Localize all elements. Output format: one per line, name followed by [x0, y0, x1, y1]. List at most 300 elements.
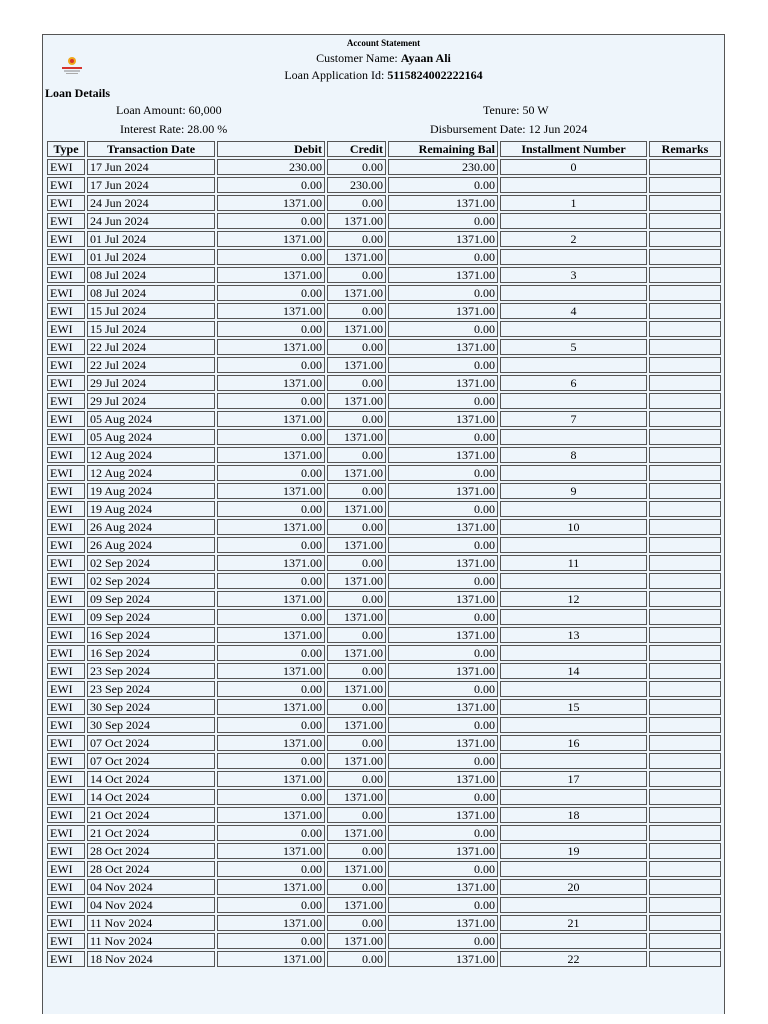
cell-type: EWI: [47, 429, 85, 445]
cell-credit: 1371.00: [327, 213, 386, 229]
cell-date: 07 Oct 2024: [87, 735, 215, 751]
cell-debit: 0.00: [217, 537, 325, 553]
table-row: [47, 843, 721, 859]
cell-type: EWI: [47, 807, 85, 823]
cell-installment-number: [500, 609, 647, 625]
cell-date: 17 Jun 2024: [87, 177, 215, 193]
disbursement-date: Disbursement Date: 12 Jun 2024: [430, 122, 588, 136]
cell-remarks: [649, 285, 721, 301]
cell-debit: 1371.00: [217, 195, 325, 211]
cell-debit: 1371.00: [217, 339, 325, 355]
cell-credit: 1371.00: [327, 897, 386, 913]
cell-credit: 0.00: [327, 591, 386, 607]
cell-date: 15 Jul 2024: [87, 303, 215, 319]
cell-debit: 230.00: [217, 159, 325, 175]
application-line: [43, 68, 724, 83]
cell-installment-number: [500, 321, 647, 337]
cell-debit: 0.00: [217, 861, 325, 877]
cell-remaining-balance: 0.00: [388, 321, 498, 337]
cell-type: EWI: [47, 573, 85, 589]
cell-credit: 230.00: [327, 177, 386, 193]
cell-credit: 0.00: [327, 447, 386, 463]
cell-installment-number: 1: [500, 195, 647, 211]
table-row: [47, 789, 721, 805]
table-row: [47, 519, 721, 535]
cell-debit: 0.00: [217, 429, 325, 445]
cell-date: 09 Sep 2024: [87, 591, 215, 607]
cell-type: EWI: [47, 465, 85, 481]
cell-remaining-balance: 0.00: [388, 501, 498, 517]
table-row: [47, 951, 721, 967]
cell-remarks: [649, 681, 721, 697]
cell-installment-number: 11: [500, 555, 647, 571]
transactions-table: [45, 139, 723, 969]
cell-type: EWI: [47, 519, 85, 535]
table-row: [47, 501, 721, 517]
cell-type: EWI: [47, 861, 85, 877]
cell-remaining-balance: 1371.00: [388, 447, 498, 463]
table-row: [47, 321, 721, 337]
cell-remaining-balance: 0.00: [388, 213, 498, 229]
cell-remaining-balance: 1371.00: [388, 231, 498, 247]
cell-remarks: [649, 375, 721, 391]
cell-remaining-balance: 1371.00: [388, 519, 498, 535]
cell-type: EWI: [47, 915, 85, 931]
cell-debit: 1371.00: [217, 411, 325, 427]
cell-debit: 1371.00: [217, 267, 325, 283]
cell-debit: 0.00: [217, 789, 325, 805]
table-row: [47, 933, 721, 949]
cell-date: 14 Oct 2024: [87, 789, 215, 805]
cell-installment-number: [500, 717, 647, 733]
cell-debit: 0.00: [217, 573, 325, 589]
cell-installment-number: [500, 213, 647, 229]
cell-type: EWI: [47, 159, 85, 175]
cell-date: 22 Jul 2024: [87, 339, 215, 355]
cell-remaining-balance: 1371.00: [388, 699, 498, 715]
cell-credit: 0.00: [327, 879, 386, 895]
cell-date: 16 Sep 2024: [87, 645, 215, 661]
cell-credit: 1371.00: [327, 429, 386, 445]
cell-type: EWI: [47, 303, 85, 319]
table-row: [47, 537, 721, 553]
cell-date: 04 Nov 2024: [87, 879, 215, 895]
cell-remaining-balance: 0.00: [388, 717, 498, 733]
loan-details-heading: Loan Details: [45, 86, 111, 100]
cell-installment-number: 0: [500, 159, 647, 175]
table-row: [47, 231, 721, 247]
cell-date: 30 Sep 2024: [87, 717, 215, 733]
cell-remarks: [649, 159, 721, 175]
cell-date: 21 Oct 2024: [87, 807, 215, 823]
cell-installment-number: 2: [500, 231, 647, 247]
cell-debit: 0.00: [217, 501, 325, 517]
table-row: [47, 735, 721, 751]
table-row: [47, 915, 721, 931]
cell-type: EWI: [47, 717, 85, 733]
cell-debit: 1371.00: [217, 483, 325, 499]
cell-credit: 0.00: [327, 627, 386, 643]
loan-amount: Loan Amount: 60,000: [116, 103, 222, 117]
cell-debit: 1371.00: [217, 375, 325, 391]
table-row: [47, 807, 721, 823]
cell-date: 28 Oct 2024: [87, 861, 215, 877]
cell-debit: 0.00: [217, 465, 325, 481]
cell-date: 02 Sep 2024: [87, 573, 215, 589]
cell-date: 21 Oct 2024: [87, 825, 215, 841]
cell-installment-number: 16: [500, 735, 647, 751]
cell-remaining-balance: 0.00: [388, 897, 498, 913]
table-row: [47, 681, 721, 697]
cell-remarks: [649, 735, 721, 751]
cell-credit: 0.00: [327, 555, 386, 571]
cell-installment-number: [500, 285, 647, 301]
cell-remarks: [649, 537, 721, 553]
cell-credit: 0.00: [327, 807, 386, 823]
table-row: [47, 609, 721, 625]
table-row: [47, 663, 721, 679]
table-row: [47, 303, 721, 319]
table-row: [47, 645, 721, 661]
cell-installment-number: 3: [500, 267, 647, 283]
table-row: [47, 447, 721, 463]
cell-remarks: [649, 861, 721, 877]
table-row: [47, 159, 721, 175]
cell-date: 14 Oct 2024: [87, 771, 215, 787]
cell-installment-number: [500, 357, 647, 373]
cell-type: EWI: [47, 375, 85, 391]
cell-type: EWI: [47, 285, 85, 301]
cell-installment-number: [500, 429, 647, 445]
cell-debit: 1371.00: [217, 519, 325, 535]
cell-installment-number: [500, 645, 647, 661]
cell-type: EWI: [47, 897, 85, 913]
cell-remaining-balance: 1371.00: [388, 951, 498, 967]
cell-date: 15 Jul 2024: [87, 321, 215, 337]
cell-installment-number: 8: [500, 447, 647, 463]
cell-installment-number: [500, 393, 647, 409]
cell-remaining-balance: 1371.00: [388, 555, 498, 571]
cell-type: EWI: [47, 501, 85, 517]
cell-remaining-balance: 0.00: [388, 681, 498, 697]
cell-remarks: [649, 465, 721, 481]
cell-date: 07 Oct 2024: [87, 753, 215, 769]
cell-remarks: [649, 249, 721, 265]
table-row: [47, 195, 721, 211]
cell-debit: 0.00: [217, 285, 325, 301]
cell-remarks: [649, 267, 721, 283]
cell-type: EWI: [47, 951, 85, 967]
table-row: [47, 771, 721, 787]
cell-date: 01 Jul 2024: [87, 231, 215, 247]
cell-date: 11 Nov 2024: [87, 915, 215, 931]
cell-type: EWI: [47, 879, 85, 895]
cell-credit: 1371.00: [327, 681, 386, 697]
cell-credit: 1371.00: [327, 573, 386, 589]
cell-remarks: [649, 591, 721, 607]
cell-credit: 0.00: [327, 915, 386, 931]
cell-remarks: [649, 753, 721, 769]
cell-date: 22 Jul 2024: [87, 357, 215, 373]
table-row: [47, 339, 721, 355]
cell-credit: 1371.00: [327, 501, 386, 517]
cell-type: EWI: [47, 591, 85, 607]
table-row: [47, 753, 721, 769]
cell-installment-number: [500, 933, 647, 949]
cell-debit: 0.00: [217, 681, 325, 697]
cell-remaining-balance: 0.00: [388, 465, 498, 481]
cell-installment-number: 20: [500, 879, 647, 895]
cell-debit: 0.00: [217, 213, 325, 229]
cell-remarks: [649, 645, 721, 661]
cell-date: 02 Sep 2024: [87, 555, 215, 571]
cell-debit: 0.00: [217, 321, 325, 337]
cell-remaining-balance: 0.00: [388, 933, 498, 949]
cell-type: EWI: [47, 609, 85, 625]
cell-credit: 1371.00: [327, 609, 386, 625]
cell-remarks: [649, 951, 721, 967]
cell-date: 04 Nov 2024: [87, 897, 215, 913]
cell-type: EWI: [47, 321, 85, 337]
cell-remarks: [649, 195, 721, 211]
document-title: Account Statement: [346, 38, 421, 48]
cell-remarks: [649, 555, 721, 571]
cell-date: 16 Sep 2024: [87, 627, 215, 643]
cell-debit: 0.00: [217, 609, 325, 625]
cell-credit: 1371.00: [327, 933, 386, 949]
cell-remaining-balance: 1371.00: [388, 843, 498, 859]
cell-remaining-balance: 1371.00: [388, 735, 498, 751]
table-row: [47, 699, 721, 715]
cell-remaining-balance: 0.00: [388, 861, 498, 877]
cell-remarks: [649, 393, 721, 409]
table-row: [47, 879, 721, 895]
cell-type: EWI: [47, 339, 85, 355]
application-label: Loan Application Id:: [284, 68, 385, 82]
cell-credit: 1371.00: [327, 753, 386, 769]
cell-date: 26 Aug 2024: [87, 519, 215, 535]
cell-date: 19 Aug 2024: [87, 483, 215, 499]
cell-remarks: [649, 663, 721, 679]
cell-debit: 0.00: [217, 825, 325, 841]
cell-remaining-balance: 0.00: [388, 609, 498, 625]
cell-remarks: [649, 573, 721, 589]
cell-remaining-balance: 0.00: [388, 285, 498, 301]
cell-remaining-balance: 0.00: [388, 249, 498, 265]
cell-installment-number: 19: [500, 843, 647, 859]
cell-credit: 0.00: [327, 483, 386, 499]
cell-date: 12 Aug 2024: [87, 447, 215, 463]
cell-debit: 1371.00: [217, 735, 325, 751]
cell-remaining-balance: 1371.00: [388, 879, 498, 895]
cell-type: EWI: [47, 249, 85, 265]
cell-remarks: [649, 483, 721, 499]
cell-date: 17 Jun 2024: [87, 159, 215, 175]
cell-installment-number: [500, 501, 647, 517]
table-row: [47, 573, 721, 589]
cell-remarks: [649, 789, 721, 805]
cell-debit: 0.00: [217, 717, 325, 733]
table-body: [47, 159, 721, 967]
cell-date: 23 Sep 2024: [87, 681, 215, 697]
cell-installment-number: [500, 861, 647, 877]
cell-credit: 1371.00: [327, 465, 386, 481]
table-row: [47, 177, 721, 193]
cell-type: EWI: [47, 753, 85, 769]
cell-credit: 1371.00: [327, 393, 386, 409]
cell-installment-number: 4: [500, 303, 647, 319]
cell-credit: 1371.00: [327, 789, 386, 805]
cell-date: 26 Aug 2024: [87, 537, 215, 553]
cell-type: EWI: [47, 393, 85, 409]
cell-type: EWI: [47, 195, 85, 211]
table-row: [47, 483, 721, 499]
table-header-row: [47, 141, 721, 157]
cell-credit: 1371.00: [327, 321, 386, 337]
table-row: [47, 267, 721, 283]
cell-remarks: [649, 771, 721, 787]
table-row: [47, 555, 721, 571]
table-row: [47, 825, 721, 841]
cell-credit: 0.00: [327, 519, 386, 535]
cell-credit: 0.00: [327, 771, 386, 787]
cell-installment-number: [500, 249, 647, 265]
cell-remaining-balance: 1371.00: [388, 807, 498, 823]
cell-installment-number: [500, 177, 647, 193]
cell-installment-number: 5: [500, 339, 647, 355]
cell-type: EWI: [47, 933, 85, 949]
cell-debit: 1371.00: [217, 555, 325, 571]
cell-debit: 1371.00: [217, 807, 325, 823]
cell-credit: 0.00: [327, 195, 386, 211]
cell-debit: 1371.00: [217, 447, 325, 463]
cell-remarks: [649, 447, 721, 463]
cell-credit: 0.00: [327, 699, 386, 715]
cell-type: EWI: [47, 645, 85, 661]
cell-debit: 1371.00: [217, 699, 325, 715]
cell-date: 18 Nov 2024: [87, 951, 215, 967]
cell-credit: 0.00: [327, 375, 386, 391]
cell-debit: 0.00: [217, 897, 325, 913]
cell-installment-number: [500, 465, 647, 481]
cell-date: 01 Jul 2024: [87, 249, 215, 265]
cell-date: 08 Jul 2024: [87, 267, 215, 283]
customer-line: [43, 51, 724, 66]
table-row: [47, 411, 721, 427]
cell-type: EWI: [47, 231, 85, 247]
cell-installment-number: [500, 573, 647, 589]
cell-remaining-balance: 0.00: [388, 537, 498, 553]
cell-type: EWI: [47, 555, 85, 571]
column-header-remarks: Remarks: [649, 141, 721, 157]
cell-remarks: [649, 627, 721, 643]
cell-credit: 0.00: [327, 735, 386, 751]
cell-remarks: [649, 213, 721, 229]
cell-remaining-balance: 1371.00: [388, 915, 498, 931]
customer-label: Customer Name:: [316, 51, 398, 65]
table-row: [47, 627, 721, 643]
cell-installment-number: 6: [500, 375, 647, 391]
cell-installment-number: 12: [500, 591, 647, 607]
cell-remaining-balance: 1371.00: [388, 411, 498, 427]
cell-credit: 0.00: [327, 159, 386, 175]
cell-debit: 0.00: [217, 645, 325, 661]
cell-type: EWI: [47, 357, 85, 373]
table-row: [47, 393, 721, 409]
cell-remarks: [649, 609, 721, 625]
cell-credit: 0.00: [327, 267, 386, 283]
cell-remaining-balance: 0.00: [388, 573, 498, 589]
application-id: 5115824002222164: [387, 68, 483, 82]
cell-date: 29 Jul 2024: [87, 393, 215, 409]
cell-type: EWI: [47, 735, 85, 751]
cell-debit: 1371.00: [217, 915, 325, 931]
table-row: [47, 897, 721, 913]
cell-type: EWI: [47, 213, 85, 229]
cell-date: 11 Nov 2024: [87, 933, 215, 949]
cell-installment-number: 9: [500, 483, 647, 499]
cell-remaining-balance: 1371.00: [388, 771, 498, 787]
cell-type: EWI: [47, 825, 85, 841]
cell-debit: 0.00: [217, 753, 325, 769]
cell-remaining-balance: 1371.00: [388, 339, 498, 355]
table-row: [47, 375, 721, 391]
cell-remaining-balance: 0.00: [388, 753, 498, 769]
cell-remaining-balance: 0.00: [388, 177, 498, 193]
cell-remarks: [649, 231, 721, 247]
cell-remaining-balance: 1371.00: [388, 267, 498, 283]
cell-remarks: [649, 357, 721, 373]
cell-remaining-balance: 1371.00: [388, 483, 498, 499]
cell-debit: 0.00: [217, 357, 325, 373]
cell-remaining-balance: 0.00: [388, 645, 498, 661]
cell-credit: 0.00: [327, 303, 386, 319]
cell-installment-number: 21: [500, 915, 647, 931]
cell-remarks: [649, 897, 721, 913]
cell-remarks: [649, 807, 721, 823]
cell-remaining-balance: 0.00: [388, 789, 498, 805]
table-row: [47, 591, 721, 607]
cell-credit: 0.00: [327, 663, 386, 679]
cell-debit: 0.00: [217, 393, 325, 409]
cell-remarks: [649, 717, 721, 733]
cell-installment-number: 15: [500, 699, 647, 715]
cell-type: EWI: [47, 843, 85, 859]
cell-remarks: [649, 303, 721, 319]
column-header-credit: Credit: [327, 141, 386, 157]
cell-installment-number: [500, 897, 647, 913]
cell-credit: 1371.00: [327, 717, 386, 733]
cell-credit: 1371.00: [327, 861, 386, 877]
cell-remarks: [649, 177, 721, 193]
cell-remaining-balance: 1371.00: [388, 303, 498, 319]
table-row: [47, 285, 721, 301]
cell-installment-number: [500, 537, 647, 553]
column-header-type: Type: [47, 141, 85, 157]
cell-credit: 1371.00: [327, 357, 386, 373]
cell-credit: 0.00: [327, 231, 386, 247]
cell-debit: 0.00: [217, 177, 325, 193]
interest-rate: Interest Rate: 28.00 %: [120, 122, 228, 136]
cell-installment-number: [500, 789, 647, 805]
cell-date: 05 Aug 2024: [87, 411, 215, 427]
table-row: [47, 717, 721, 733]
cell-remarks: [649, 699, 721, 715]
cell-debit: 1371.00: [217, 951, 325, 967]
cell-debit: 1371.00: [217, 771, 325, 787]
cell-installment-number: [500, 681, 647, 697]
cell-remarks: [649, 915, 721, 931]
